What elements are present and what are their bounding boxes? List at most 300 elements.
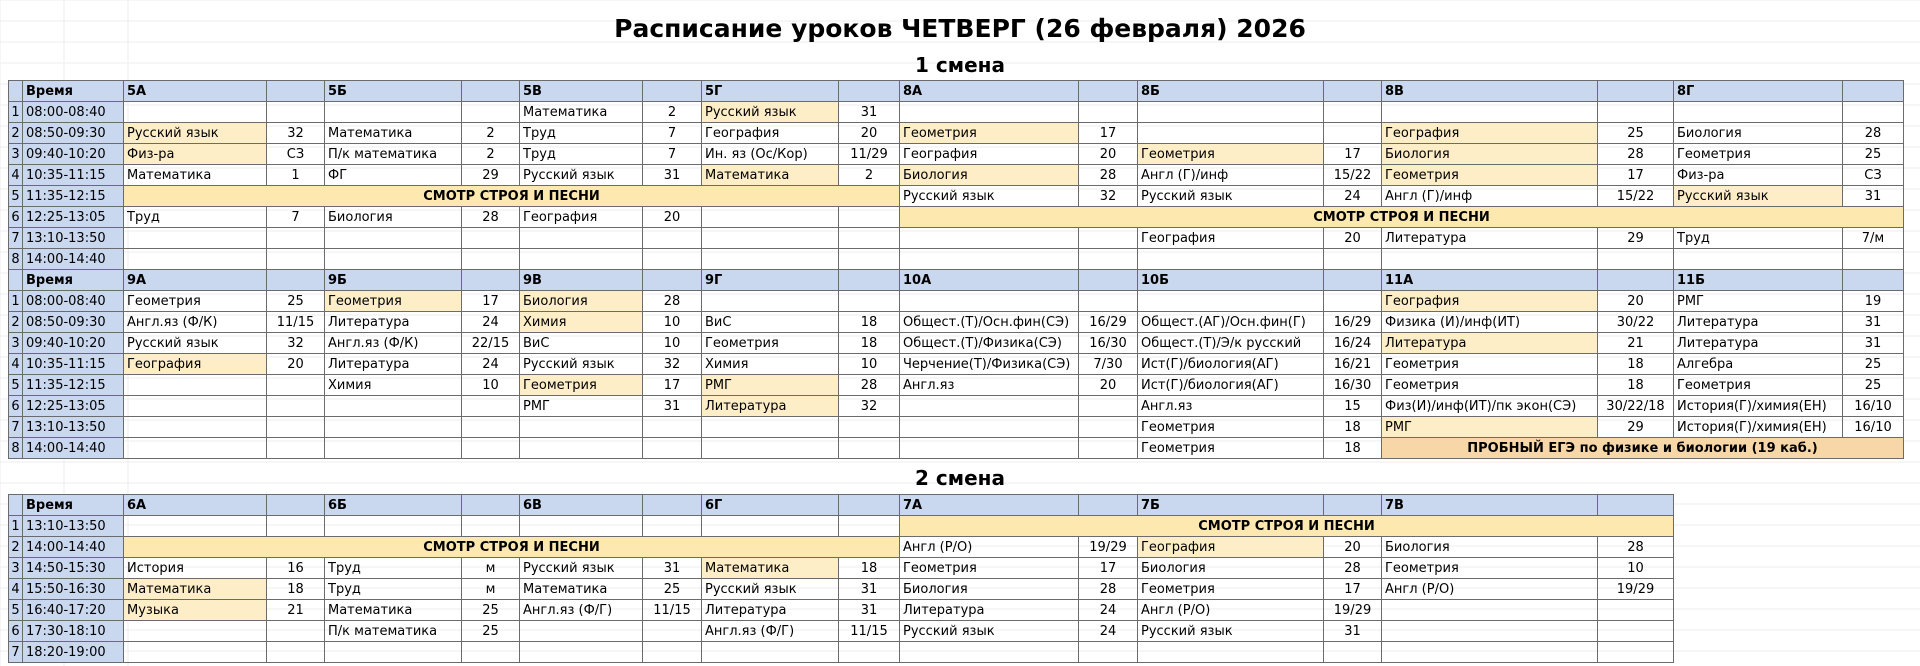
room-cell — [267, 102, 325, 123]
subject-cell: Англ.яз (Ф/К) — [124, 312, 267, 333]
lesson-time: 10:35-11:15 — [23, 165, 124, 186]
room-cell — [643, 516, 702, 537]
lesson-row — [9, 438, 1904, 459]
subject-cell: География — [702, 123, 839, 144]
lesson-row — [9, 165, 1904, 186]
subject-cell: Физ-ра — [1674, 165, 1843, 186]
subject-cell — [1138, 249, 1324, 270]
room-cell: 31 — [643, 396, 702, 417]
subject-cell — [900, 438, 1079, 459]
subject-cell: Математика — [702, 165, 839, 186]
room-column-header — [1079, 495, 1138, 516]
subject-cell: Геометрия — [1382, 558, 1598, 579]
lesson-time: 12:25-13:05 — [23, 207, 124, 228]
room-column-header — [643, 495, 702, 516]
room-cell: 20 — [1324, 228, 1382, 249]
subject-cell: Ист(Г)/биология(АГ) — [1138, 375, 1324, 396]
room-column-header — [267, 270, 325, 291]
lesson-row — [9, 249, 1904, 270]
room-cell — [1598, 621, 1674, 642]
subject-cell — [1382, 600, 1598, 621]
room-cell: 31 — [839, 579, 900, 600]
room-cell: 24 — [462, 354, 520, 375]
subject-cell — [702, 249, 839, 270]
subject-cell: Математика — [702, 558, 839, 579]
lesson-row — [9, 579, 1674, 600]
class-column-header: 7А — [900, 495, 1079, 516]
subject-cell: География — [520, 207, 643, 228]
shift-2-title: 2 смена — [915, 466, 1005, 490]
subject-cell: Химия — [702, 354, 839, 375]
subject-cell — [1138, 102, 1324, 123]
room-column-header — [839, 81, 900, 102]
lesson-number: 8 — [9, 438, 23, 459]
subject-cell: Математика — [124, 579, 267, 600]
room-cell: 29 — [462, 165, 520, 186]
lesson-number: 5 — [9, 375, 23, 396]
subject-cell: Биология — [900, 165, 1079, 186]
subject-cell — [124, 102, 267, 123]
room-cell: 31 — [1324, 621, 1382, 642]
lesson-time: 08:00-08:40 — [23, 291, 124, 312]
subject-cell — [124, 249, 267, 270]
room-cell: 17 — [1324, 144, 1382, 165]
room-cell — [839, 438, 900, 459]
room-cell: 1 — [267, 165, 325, 186]
class-column-header: 6Г — [702, 495, 839, 516]
room-cell — [1079, 102, 1138, 123]
class-column-header: 9В — [520, 270, 643, 291]
subject-cell: Химия — [325, 375, 462, 396]
room-cell: 20 — [643, 207, 702, 228]
subject-cell: ФГ — [325, 165, 462, 186]
subject-cell: Общест.(Т)/Физика(СЭ) — [900, 333, 1079, 354]
subject-cell: Биология — [1138, 558, 1324, 579]
room-cell — [839, 228, 900, 249]
subject-cell: РМГ — [1674, 291, 1843, 312]
subject-cell: Русский язык — [702, 579, 839, 600]
subject-cell: Геометрия — [1674, 144, 1843, 165]
room-cell — [643, 249, 702, 270]
class-column-header: 7В — [1382, 495, 1598, 516]
room-column-header — [1598, 81, 1674, 102]
subject-cell: География — [900, 144, 1079, 165]
subject-cell: Геометрия — [900, 123, 1079, 144]
room-cell — [462, 642, 520, 663]
room-cell: 18 — [1598, 375, 1674, 396]
lesson-row — [9, 144, 1904, 165]
lesson-number: 1 — [9, 102, 23, 123]
room-cell — [1324, 291, 1382, 312]
subject-cell — [520, 249, 643, 270]
time-column-header: Время — [23, 495, 124, 516]
room-cell: 11/29 — [839, 144, 900, 165]
subject-cell — [1382, 249, 1598, 270]
room-cell — [643, 228, 702, 249]
subject-cell: Геометрия — [124, 291, 267, 312]
subject-cell: Химия — [520, 312, 643, 333]
room-cell — [1079, 642, 1138, 663]
event-banner: СМОТР СТРОЯ И ПЕСНИ — [900, 207, 1904, 228]
room-cell — [643, 642, 702, 663]
lesson-time: 13:10-13:50 — [23, 228, 124, 249]
subject-cell — [520, 438, 643, 459]
room-column-header — [643, 81, 702, 102]
subject-cell: География — [1138, 228, 1324, 249]
lesson-row — [9, 558, 1674, 579]
class-column-header: 6Б — [325, 495, 462, 516]
room-cell — [1598, 642, 1674, 663]
subject-cell: Труд — [520, 123, 643, 144]
subject-cell: ВиС — [520, 333, 643, 354]
lesson-time: 08:00-08:40 — [23, 102, 124, 123]
room-cell: 22/15 — [462, 333, 520, 354]
subject-cell: Русский язык — [124, 123, 267, 144]
room-column-header — [839, 495, 900, 516]
subject-cell: Математика — [325, 600, 462, 621]
lesson-time: 09:40-10:20 — [23, 144, 124, 165]
subject-cell — [325, 438, 462, 459]
subject-cell: Геометрия — [1138, 144, 1324, 165]
room-cell: 16/29 — [1079, 312, 1138, 333]
subject-cell — [124, 438, 267, 459]
subject-cell: Русский язык — [520, 354, 643, 375]
subject-cell: Литература — [1674, 312, 1843, 333]
room-cell: 20 — [839, 123, 900, 144]
subject-cell — [325, 249, 462, 270]
subject-cell — [900, 396, 1079, 417]
subject-cell: Геометрия — [1382, 165, 1598, 186]
room-cell: 17 — [643, 375, 702, 396]
subject-cell: Литература — [325, 354, 462, 375]
lesson-number: 3 — [9, 558, 23, 579]
subject-cell: Геометрия — [1138, 417, 1324, 438]
room-column-header — [267, 81, 325, 102]
lesson-number: 4 — [9, 165, 23, 186]
lesson-time: 08:50-09:30 — [23, 312, 124, 333]
room-cell: 31 — [643, 558, 702, 579]
subject-cell: Общест.(Т)/Осн.фин(СЭ) — [900, 312, 1079, 333]
room-cell — [267, 516, 325, 537]
class-column-header: 5А — [124, 81, 267, 102]
room-cell: 17 — [1079, 123, 1138, 144]
subject-cell: Литература — [702, 600, 839, 621]
room-column-header — [267, 495, 325, 516]
subject-cell: Математика — [520, 102, 643, 123]
lesson-row — [9, 333, 1904, 354]
room-cell: 18 — [1324, 438, 1382, 459]
subject-cell: Черчение(Т)/Физика(СЭ) — [900, 354, 1079, 375]
subject-cell: Физ-ра — [124, 144, 267, 165]
lesson-number: 8 — [9, 249, 23, 270]
room-cell: 19/29 — [1324, 600, 1382, 621]
room-cell — [643, 438, 702, 459]
room-cell: 31 — [1843, 333, 1904, 354]
subject-cell: ВиС — [702, 312, 839, 333]
subject-cell — [520, 228, 643, 249]
subject-cell — [325, 396, 462, 417]
lesson-number: 2 — [9, 123, 23, 144]
room-cell: 25 — [1843, 354, 1904, 375]
subject-cell: История(Г)/химия(ЕН) — [1674, 396, 1843, 417]
subject-cell: Общест.(Т)/Э/к русский — [1138, 333, 1324, 354]
subject-cell — [1674, 102, 1843, 123]
room-cell: 28 — [1598, 537, 1674, 558]
subject-cell — [702, 516, 839, 537]
room-column-header — [643, 270, 702, 291]
room-column-header — [1598, 270, 1674, 291]
room-cell: 32 — [267, 123, 325, 144]
lesson-time: 09:40-10:20 — [23, 333, 124, 354]
room-cell — [462, 396, 520, 417]
subject-cell — [325, 417, 462, 438]
subject-cell: Литература — [1382, 333, 1598, 354]
lesson-number: 2 — [9, 312, 23, 333]
room-cell: 32 — [1079, 186, 1138, 207]
room-cell: 18 — [839, 333, 900, 354]
subject-cell — [124, 396, 267, 417]
room-cell — [839, 291, 900, 312]
lesson-number: 7 — [9, 417, 23, 438]
lesson-row — [9, 621, 1674, 642]
room-cell: 31 — [643, 165, 702, 186]
room-cell: 31 — [1843, 312, 1904, 333]
subject-cell: Англ (Р/О) — [1138, 600, 1324, 621]
room-cell: 21 — [267, 600, 325, 621]
room-cell: 19/29 — [1079, 537, 1138, 558]
subject-cell: Русский язык — [702, 102, 839, 123]
subject-cell — [1382, 621, 1598, 642]
subject-cell — [900, 417, 1079, 438]
room-cell: 2 — [462, 123, 520, 144]
exam-banner: ПРОБНЫЙ ЕГЭ по физике и биологии (19 каб.) — [1382, 438, 1904, 459]
room-cell: 25 — [643, 579, 702, 600]
room-cell: 28 — [839, 375, 900, 396]
lesson-number: 7 — [9, 228, 23, 249]
room-cell: 7 — [267, 207, 325, 228]
room-cell — [1079, 249, 1138, 270]
subject-cell: Русский язык — [1138, 621, 1324, 642]
subject-cell — [520, 642, 643, 663]
room-cell — [643, 417, 702, 438]
room-cell: 16/21 — [1324, 354, 1382, 375]
room-cell: 25 — [462, 621, 520, 642]
room-cell: 10 — [643, 333, 702, 354]
room-cell — [1079, 291, 1138, 312]
room-cell: 20 — [1598, 291, 1674, 312]
subject-cell — [124, 642, 267, 663]
room-cell — [267, 438, 325, 459]
subject-cell: Англ.яз (Ф/Г) — [702, 621, 839, 642]
room-cell: м — [462, 558, 520, 579]
subject-cell: Англ (Г)/инф — [1382, 186, 1598, 207]
subject-cell: Англ.яз — [900, 375, 1079, 396]
room-cell: 25 — [462, 600, 520, 621]
class-column-header: 9А — [124, 270, 267, 291]
subject-cell: П/к математика — [325, 144, 462, 165]
class-column-header: 10Б — [1138, 270, 1324, 291]
subject-cell: Русский язык — [124, 333, 267, 354]
room-cell: 32 — [643, 354, 702, 375]
subject-cell — [124, 228, 267, 249]
room-cell: 20 — [1324, 537, 1382, 558]
lesson-number: 6 — [9, 621, 23, 642]
subject-cell: География — [1382, 291, 1598, 312]
subject-cell — [1674, 249, 1843, 270]
room-cell — [462, 438, 520, 459]
subject-cell — [325, 642, 462, 663]
room-cell: СЗ — [1843, 165, 1904, 186]
class-column-header: 11Б — [1674, 270, 1843, 291]
subject-cell: Физ(И)/инф(ИТ)/пк экон(СЭ) — [1382, 396, 1598, 417]
class-column-header: 10А — [900, 270, 1079, 291]
room-cell — [267, 621, 325, 642]
room-column-header — [839, 270, 900, 291]
class-column-header: 5Б — [325, 81, 462, 102]
class-column-header: 8А — [900, 81, 1079, 102]
subject-cell: Англ.яз (Ф/Г) — [520, 600, 643, 621]
subject-cell: География — [1138, 537, 1324, 558]
time-column-header: Время — [23, 270, 124, 291]
room-cell: 30/22/18 — [1598, 396, 1674, 417]
class-column-header: 9Г — [702, 270, 839, 291]
room-cell: 7 — [643, 123, 702, 144]
subject-cell — [124, 417, 267, 438]
subject-cell: Геометрия — [1674, 375, 1843, 396]
lesson-number: 3 — [9, 333, 23, 354]
subject-cell — [702, 642, 839, 663]
room-cell — [1079, 396, 1138, 417]
room-column-header — [462, 270, 520, 291]
lesson-number: 6 — [9, 207, 23, 228]
room-cell: 16/10 — [1843, 417, 1904, 438]
room-cell — [462, 228, 520, 249]
subject-cell: Математика — [325, 123, 462, 144]
room-column-header — [1324, 81, 1382, 102]
room-column-header — [462, 81, 520, 102]
room-cell — [267, 249, 325, 270]
subject-cell: РМГ — [520, 396, 643, 417]
subject-cell: Биология — [520, 291, 643, 312]
lesson-time: 14:00-14:40 — [23, 537, 124, 558]
lesson-row — [9, 228, 1904, 249]
lesson-row — [9, 312, 1904, 333]
subject-cell: Литература — [325, 312, 462, 333]
subject-cell: Геометрия — [702, 333, 839, 354]
room-cell — [462, 516, 520, 537]
room-cell: 2 — [839, 165, 900, 186]
room-cell: 11/15 — [267, 312, 325, 333]
lesson-row — [9, 537, 1674, 558]
room-cell: 28 — [462, 207, 520, 228]
subject-cell: Математика — [520, 579, 643, 600]
room-cell: 16/30 — [1324, 375, 1382, 396]
event-banner: СМОТР СТРОЯ И ПЕСНИ — [900, 516, 1674, 537]
room-cell: 20 — [1079, 375, 1138, 396]
lesson-row — [9, 354, 1904, 375]
room-cell: 15/22 — [1324, 165, 1382, 186]
subject-cell — [900, 249, 1079, 270]
class-column-header: 8В — [1382, 81, 1598, 102]
lesson-time: 11:35-12:15 — [23, 186, 124, 207]
lesson-row — [9, 417, 1904, 438]
lesson-row — [9, 102, 1904, 123]
class-column-header: 7Б — [1138, 495, 1324, 516]
room-cell: 29 — [1598, 228, 1674, 249]
subject-cell: Русский язык — [520, 165, 643, 186]
subject-cell — [124, 621, 267, 642]
subject-cell: Геометрия — [1138, 579, 1324, 600]
subject-cell: История — [124, 558, 267, 579]
room-cell — [839, 207, 900, 228]
subject-cell: РМГ — [1382, 417, 1598, 438]
room-cell — [1324, 642, 1382, 663]
class-column-header: 9Б — [325, 270, 462, 291]
room-cell: 15/22 — [1598, 186, 1674, 207]
subject-cell — [325, 102, 462, 123]
lesson-row — [9, 396, 1904, 417]
lesson-time: 17:30-18:10 — [23, 621, 124, 642]
subject-cell: Литература — [1382, 228, 1598, 249]
room-cell: 32 — [267, 333, 325, 354]
subject-cell: Труд — [1674, 228, 1843, 249]
room-cell — [839, 417, 900, 438]
lesson-time: 14:00-14:40 — [23, 438, 124, 459]
subject-cell — [702, 417, 839, 438]
subject-cell: Литература — [1674, 333, 1843, 354]
subject-cell: Труд — [325, 579, 462, 600]
header-corner-cell — [9, 270, 23, 291]
subject-cell: Англ (Р/О) — [1382, 579, 1598, 600]
subject-cell: Англ.яз (Ф/К) — [325, 333, 462, 354]
lesson-row — [9, 600, 1674, 621]
lesson-time: 14:00-14:40 — [23, 249, 124, 270]
room-column-header — [1079, 81, 1138, 102]
subject-cell: Математика — [124, 165, 267, 186]
table-header-row — [9, 495, 1674, 516]
lesson-row — [9, 186, 1904, 207]
shift-1-title: 1 смена — [915, 53, 1005, 77]
subject-cell: Биология — [325, 207, 462, 228]
room-cell: 24 — [462, 312, 520, 333]
lesson-row — [9, 291, 1904, 312]
subject-cell: Геометрия — [520, 375, 643, 396]
subject-cell: Литература — [702, 396, 839, 417]
lesson-time: 15:50-16:30 — [23, 579, 124, 600]
room-cell: 20 — [1079, 144, 1138, 165]
lesson-number: 1 — [9, 516, 23, 537]
room-cell: 29 — [1598, 417, 1674, 438]
lesson-number: 7 — [9, 642, 23, 663]
subject-cell: География — [124, 354, 267, 375]
lesson-time: 12:25-13:05 — [23, 396, 124, 417]
room-cell: 18 — [267, 579, 325, 600]
lesson-number: 4 — [9, 579, 23, 600]
class-column-header: 8Б — [1138, 81, 1324, 102]
room-cell — [462, 417, 520, 438]
room-cell — [267, 228, 325, 249]
room-cell: 17 — [1324, 579, 1382, 600]
class-column-header: 8Г — [1674, 81, 1843, 102]
subject-cell — [325, 228, 462, 249]
room-cell — [462, 102, 520, 123]
subject-cell — [702, 207, 839, 228]
page-title: Расписание уроков ЧЕТВЕРГ (26 февраля) 2026 — [614, 14, 1306, 43]
room-cell: 10 — [839, 354, 900, 375]
subject-cell: Англ (Р/О) — [900, 537, 1079, 558]
time-column-header: Время — [23, 81, 124, 102]
subject-cell: П/к математика — [325, 621, 462, 642]
